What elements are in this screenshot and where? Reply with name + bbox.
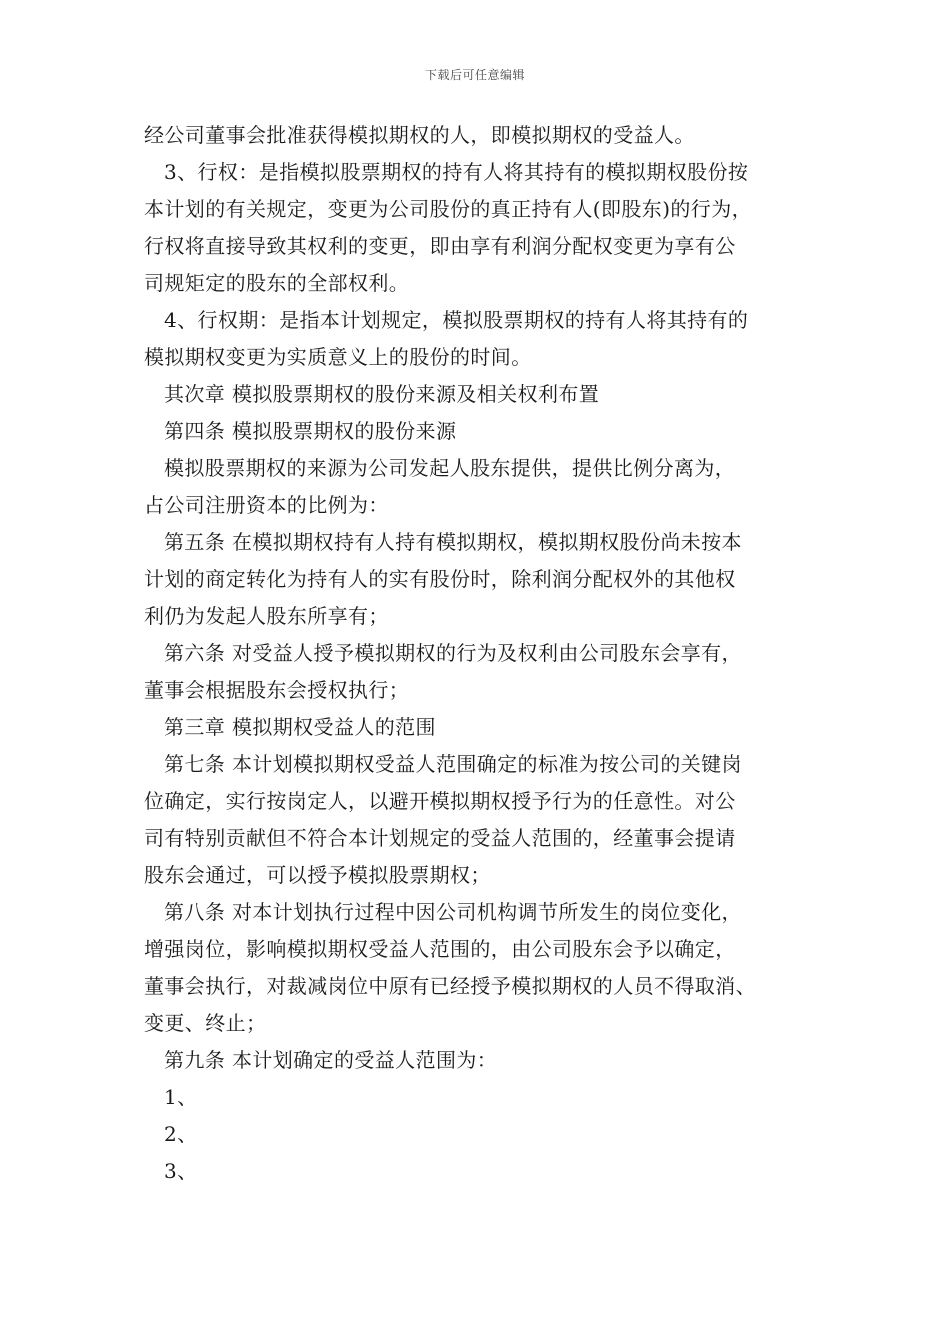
list-item: 2、 [164, 1122, 198, 1146]
text-line: 第七条 本计划模拟期权受益人范围确定的标准为按公司的关键岗 [164, 752, 742, 776]
text-line: 股东会通过，可以授予模拟股票期权； [144, 863, 491, 887]
text-line: 增强岗位，影响模拟期权受益人范围的，由公司股东会予以确定， [144, 937, 736, 961]
text-line: 董事会根据股东会授权执行； [144, 678, 410, 702]
text-line: 利仍为发起人股东所享有； [144, 604, 389, 628]
text-line: 模拟期权变更为实质意义上的股份的时间。 [144, 345, 532, 369]
text-line: 司规矩定的股东的全部权利。 [144, 271, 410, 295]
article-heading: 第四条 模拟股票期权的股份来源 [164, 419, 457, 443]
list-item: 3、 [164, 1159, 198, 1183]
chapter-heading: 第三章 模拟期权受益人的范围 [164, 715, 436, 739]
text-line: 3、行权：是指模拟股票期权的持有人将其持有的模拟期权股份按 [164, 160, 749, 184]
text-line: 占公司注册资本的比例为： [144, 493, 389, 517]
text-line: 董事会执行，对裁减岗位中原有已经授予模拟期权的人员不得取消、 [144, 974, 756, 998]
text-line: 第八条 对本计划执行过程中因公司机构调节所发生的岗位变化， [164, 900, 742, 924]
text-line: 第六条 对受益人授予模拟期权的行为及权利由公司股东会享有， [164, 641, 742, 665]
text-line: 位确定，实行按岗定人，以避开模拟期权授予行为的任意性。对公 [144, 789, 736, 813]
page-header: 下载后可任意编辑 [424, 68, 525, 82]
text-line: 本计划的有关规定，变更为公司股份的真正持有人(即股东)的行为， [144, 197, 753, 221]
text-line: 第九条 本计划确定的受益人范围为： [164, 1048, 498, 1072]
text-line: 变更、终止； [144, 1011, 267, 1035]
text-line: 司有特别贡献但不符合本计划规定的受益人范围的，经董事会提请 [144, 826, 736, 850]
document-body [144, 117, 816, 1190]
text-line: 4、行权期：是指本计划规定，模拟股票期权的持有人将其持有的 [164, 308, 749, 332]
text-line: 模拟股票期权的来源为公司发起人股东提供，提供比例分离为， [164, 456, 736, 480]
text-line: 行权将直接导致其权利的变更，即由享有利润分配权变更为享有公 [144, 234, 736, 258]
chapter-heading: 其次章 模拟股票期权的股份来源及相关权利布置 [164, 382, 600, 406]
text-line: 第五条 在模拟期权持有人持有模拟期权，模拟期权股份尚未按本 [164, 530, 742, 554]
text-line: 计划的商定转化为持有人的实有股份时，除利润分配权外的其他权 [144, 567, 736, 591]
list-item: 1、 [164, 1085, 198, 1109]
text-line: 经公司董事会批准获得模拟期权的人，即模拟期权的受益人。 [144, 123, 695, 147]
